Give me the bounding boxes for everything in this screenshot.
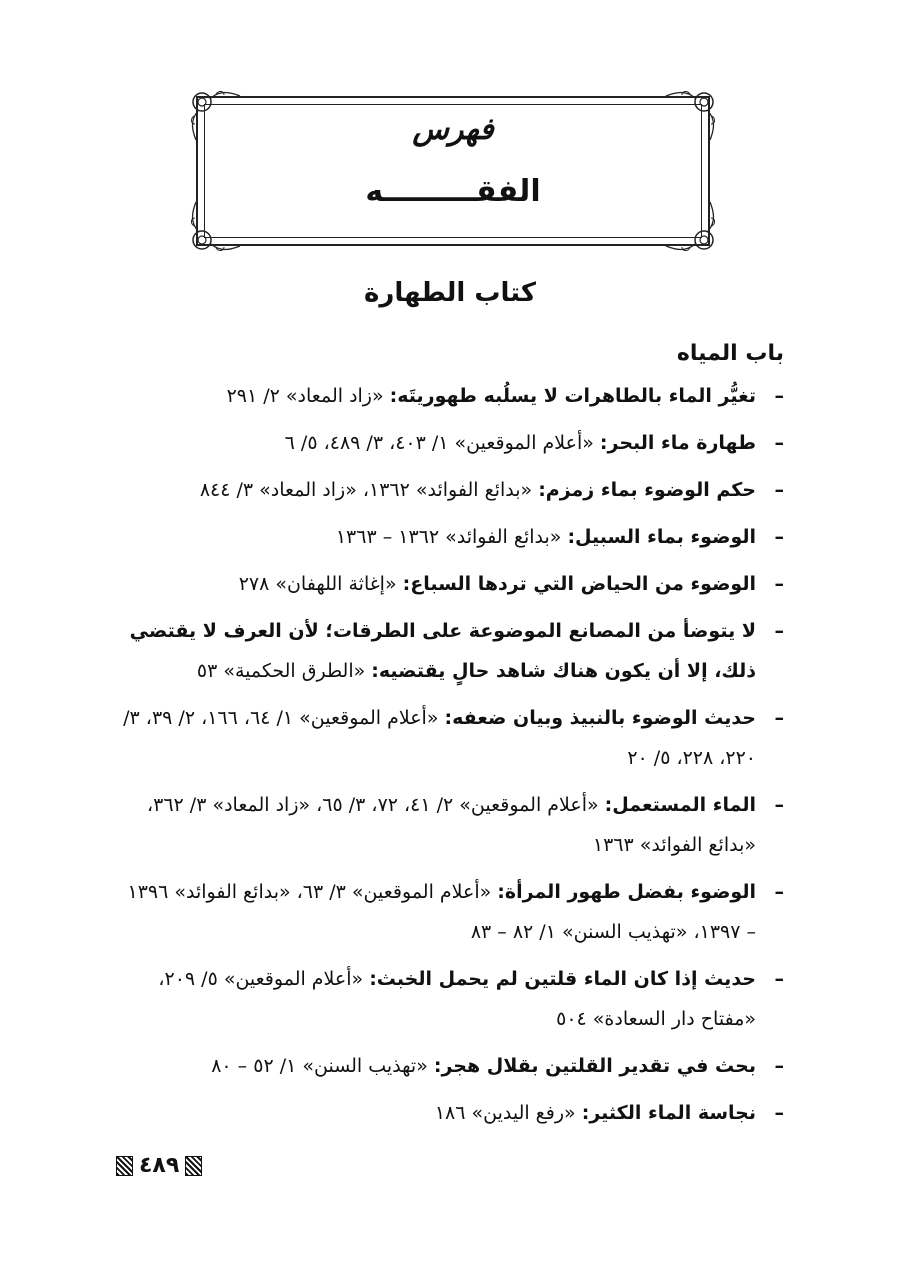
entry-dash: –	[774, 479, 784, 501]
entry-dash: –	[774, 432, 784, 454]
entry-dash: –	[774, 385, 784, 407]
index-entry	[112, 1093, 784, 1133]
ornament-square-icon	[185, 1156, 202, 1176]
entries-list	[112, 376, 784, 1133]
index-entry	[112, 470, 784, 510]
chapter-heading: باب المياه	[676, 341, 784, 366]
index-entry	[112, 959, 784, 1039]
entry-refs: «أعلام الموقعين» ١/ ٤٠٣، ٣/ ٤٨٩، ٥/ ٦	[284, 432, 594, 454]
entry-dash: –	[774, 881, 784, 903]
index-entry	[112, 872, 784, 952]
page-number-block	[116, 1153, 202, 1178]
page-number: ٤٨٩	[139, 1153, 180, 1178]
entry-topic: الوضوء من الحياض التي تردها السباع:	[402, 573, 756, 595]
entry-dash: –	[774, 573, 784, 595]
entry-topic: تغيُّر الماء بالطاهرات لا يسلُبه طهوريتَه:	[389, 385, 756, 407]
entry-dash: –	[774, 794, 784, 816]
index-entry	[112, 1046, 784, 1086]
entry-refs: «إغاثة اللهفان» ٢٧٨	[238, 573, 397, 595]
section-title: الفقـــــــــه	[365, 174, 541, 209]
entry-topic: نجاسة الماء الكثير:	[581, 1102, 756, 1124]
index-entry	[112, 785, 784, 865]
entry-topic: حديث إذا كان الماء قلتين لم يحمل الخبث:	[369, 968, 756, 990]
entry-topic: لا يتوضأ من المصانع الموضوعة على الطرقات؛ لأن العرف لا يقتضي ذلك، إلا أن يكون هناك شاهد حالٍ يقتضيه:	[129, 620, 756, 682]
header-frame	[186, 86, 720, 256]
ornament-square-icon	[116, 1156, 133, 1176]
entry-topic: طهارة ماء البحر:	[599, 432, 756, 454]
entry-dash: –	[774, 1102, 784, 1124]
index-content	[112, 338, 784, 1140]
entry-refs: «رفع اليدين» ١٨٦	[434, 1102, 576, 1124]
book-title: كتاب الطهارة	[364, 278, 536, 308]
index-entry	[112, 423, 784, 463]
entry-topic: حديث الوضوء بالنبيذ وبيان ضعفه:	[444, 707, 756, 729]
entry-dash: –	[774, 968, 784, 990]
index-title: فهرس	[412, 112, 494, 147]
entry-refs: «الطرق الحكمية» ٥٣	[196, 660, 366, 682]
entry-refs: «أعلام الموقعين» ٣/ ٦٣، «بدائع الفوائد» ١٣٩٦ – ١٣٩٧، «تهذيب السنن» ١/ ٨٢ – ٨٣	[127, 881, 756, 943]
entry-topic: الماء المستعمل:	[604, 794, 756, 816]
entry-refs: «أعلام الموقعين» ٥/ ٢٠٩، «مفتاح دار السعادة» ٥٠٤	[158, 968, 756, 1030]
entry-topic: حكم الوضوء بماء زمزم:	[538, 479, 756, 501]
entry-dash: –	[774, 526, 784, 548]
entry-dash: –	[774, 620, 784, 642]
entry-topic: بحث في تقدير القلتين بقلال هجر:	[433, 1055, 756, 1077]
entry-refs: «تهذيب السنن» ١/ ٥٢ – ٨٠	[211, 1055, 428, 1077]
entry-topic: الوضوء بماء السبيل:	[567, 526, 756, 548]
index-entry	[112, 517, 784, 557]
entry-topic: الوضوء بفضل طهور المرأة:	[497, 881, 756, 903]
entry-refs: «أعلام الموقعين» ٢/ ٤١، ٧٢، ٣/ ٦٥، «زاد المعاد» ٣/ ٣٦٢، «بدائع الفوائد» ١٣٦٣	[146, 794, 756, 856]
entry-dash: –	[774, 707, 784, 729]
entry-refs: «بدائع الفوائد» ١٣٦٢ – ١٣٦٣	[335, 526, 562, 548]
index-entry	[112, 564, 784, 604]
index-entry	[112, 376, 784, 416]
entry-refs: «أعلام الموقعين» ١/ ٦٤، ١٦٦، ٢/ ٣٩، ٣/ ٢٢٠، ٢٢٨، ٥/ ٢٠	[123, 707, 756, 769]
index-entry	[112, 698, 784, 778]
entry-refs: «زاد المعاد» ٢/ ٢٩١	[226, 385, 384, 407]
entry-refs: «بدائع الفوائد» ١٣٦٢، «زاد المعاد» ٣/ ٨٤٤	[199, 479, 533, 501]
entry-dash: –	[774, 1055, 784, 1077]
index-entry	[112, 611, 784, 691]
